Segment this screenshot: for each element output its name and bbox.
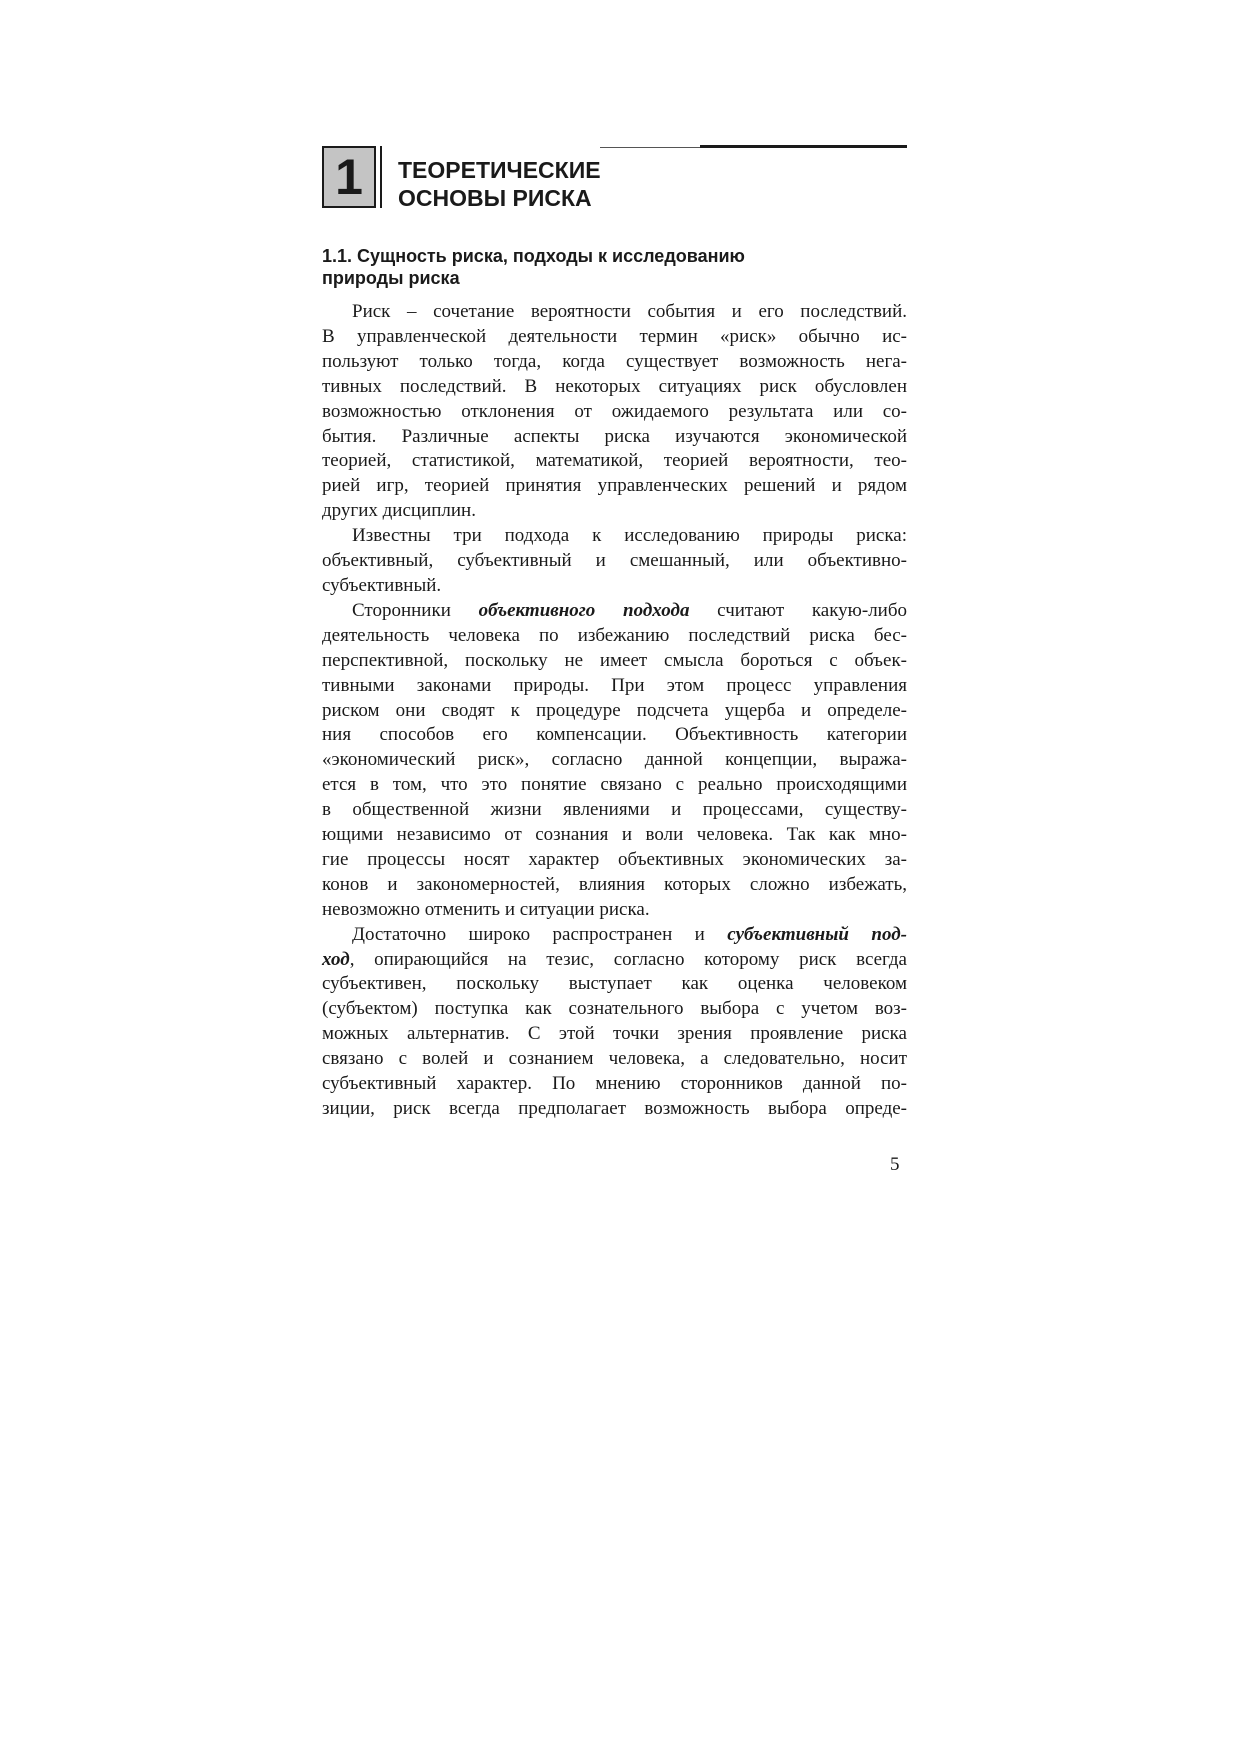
text-line: субъективен, поскольку выступает как оценка человеком <box>322 973 907 995</box>
text-line <box>322 948 907 973</box>
text-line: «экономический риск», согласно данной концепции, выража- <box>322 749 907 771</box>
chapter-number-box <box>322 146 376 208</box>
paragraph-1 <box>322 300 907 524</box>
text-line: риском они сводят к процедуре подсчета ущерба и определе- <box>322 699 907 721</box>
text-line: субъективный характер. По мнению сторонников данной по- <box>322 1073 907 1095</box>
header-rule-thin <box>600 147 700 148</box>
text-run: Достаточно широко распространен и <box>352 923 728 945</box>
header-rule <box>700 145 907 148</box>
text-line: связано с волей и сознанием человека, а следовательно, носит <box>322 1048 907 1070</box>
chapter-number: 1 <box>335 149 363 205</box>
text-line: Известны три подхода к исследованию природы риска: <box>352 525 907 547</box>
section-heading: 1.1. Сущность риска, подходы к исследованию природы риска <box>322 246 745 288</box>
text-line: пользуют только тогда, когда существует возможность нега- <box>322 350 907 372</box>
body-text <box>322 300 907 1122</box>
emphasis-term: объективного подхода <box>478 599 690 621</box>
text-run: считают какую-либо <box>689 599 908 621</box>
text-line: зиции, риск всегда предполагает возможность выбора опреде- <box>322 1098 907 1119</box>
text-line: в общественной жизни явлениями и процессами, существу- <box>322 799 907 821</box>
text-line: Риск – сочетание вероятности события и его последствий. <box>352 301 907 322</box>
chapter-title: ТЕОРЕТИЧЕСКИЕ ОСНОВЫ РИСКА <box>398 157 601 211</box>
text-line: ния способов его компенсации. Объективность категории <box>322 724 907 746</box>
text-line: ется в том, что это понятие связано с реально происходящими <box>322 774 907 796</box>
text-line: гие процессы носят характер объективных экономических за- <box>322 848 907 870</box>
text-run: , опирающийся на тезис, согласно которому риск всегда <box>349 948 907 970</box>
paragraph-3 <box>322 599 907 923</box>
text-line: возможностью отклонения от ожидаемого результата или со- <box>322 400 907 422</box>
text-line: других дисциплин. <box>322 500 476 522</box>
text-line: невозможно отменить и ситуации риска. <box>322 898 650 920</box>
text-line <box>322 599 907 624</box>
text-line: ющими независимо от сознания и воли человека. Так как мно- <box>322 824 907 846</box>
text-line: субъективный. <box>322 574 442 596</box>
text-line <box>322 923 907 948</box>
chapter-divider <box>380 146 382 208</box>
emphasis-term: ход <box>322 948 350 970</box>
text-line: тивных последствий. В некоторых ситуациях риск обусловлен <box>322 375 907 397</box>
text-line: рией игр, теорией принятия управленческих решений и рядом <box>322 475 907 497</box>
text-line: можных альтернатив. С этой точки зрения проявление риска <box>322 1023 907 1045</box>
text-run: Сторонники <box>352 599 479 621</box>
page-number: 5 <box>890 1154 900 1175</box>
text-line: конов и закономерностей, влияния которых сложно избежать, <box>322 873 907 895</box>
text-line: перспективной, поскольку не имеет смысла бороться с объек- <box>322 649 907 671</box>
text-line: объективный, субъективный и смешанный, или объективно- <box>322 550 907 572</box>
paragraph-4 <box>322 923 907 1122</box>
emphasis-term: субъективный под- <box>727 923 907 945</box>
text-line: теорией, статистикой, математикой, теорией вероятности, тео- <box>322 450 907 472</box>
paragraph-2 <box>322 524 907 599</box>
text-line: В управленческой деятельности термин «риск» обычно ис- <box>322 325 907 347</box>
text-line: деятельность человека по избежанию последствий риска бес- <box>322 624 907 646</box>
text-line: тивными законами природы. При этом процесс управления <box>322 674 907 696</box>
text-line: (субъектом) поступка как сознательного выбора с учетом воз- <box>322 998 907 1020</box>
text-line: бытия. Различные аспекты риска изучаются экономической <box>322 425 907 447</box>
